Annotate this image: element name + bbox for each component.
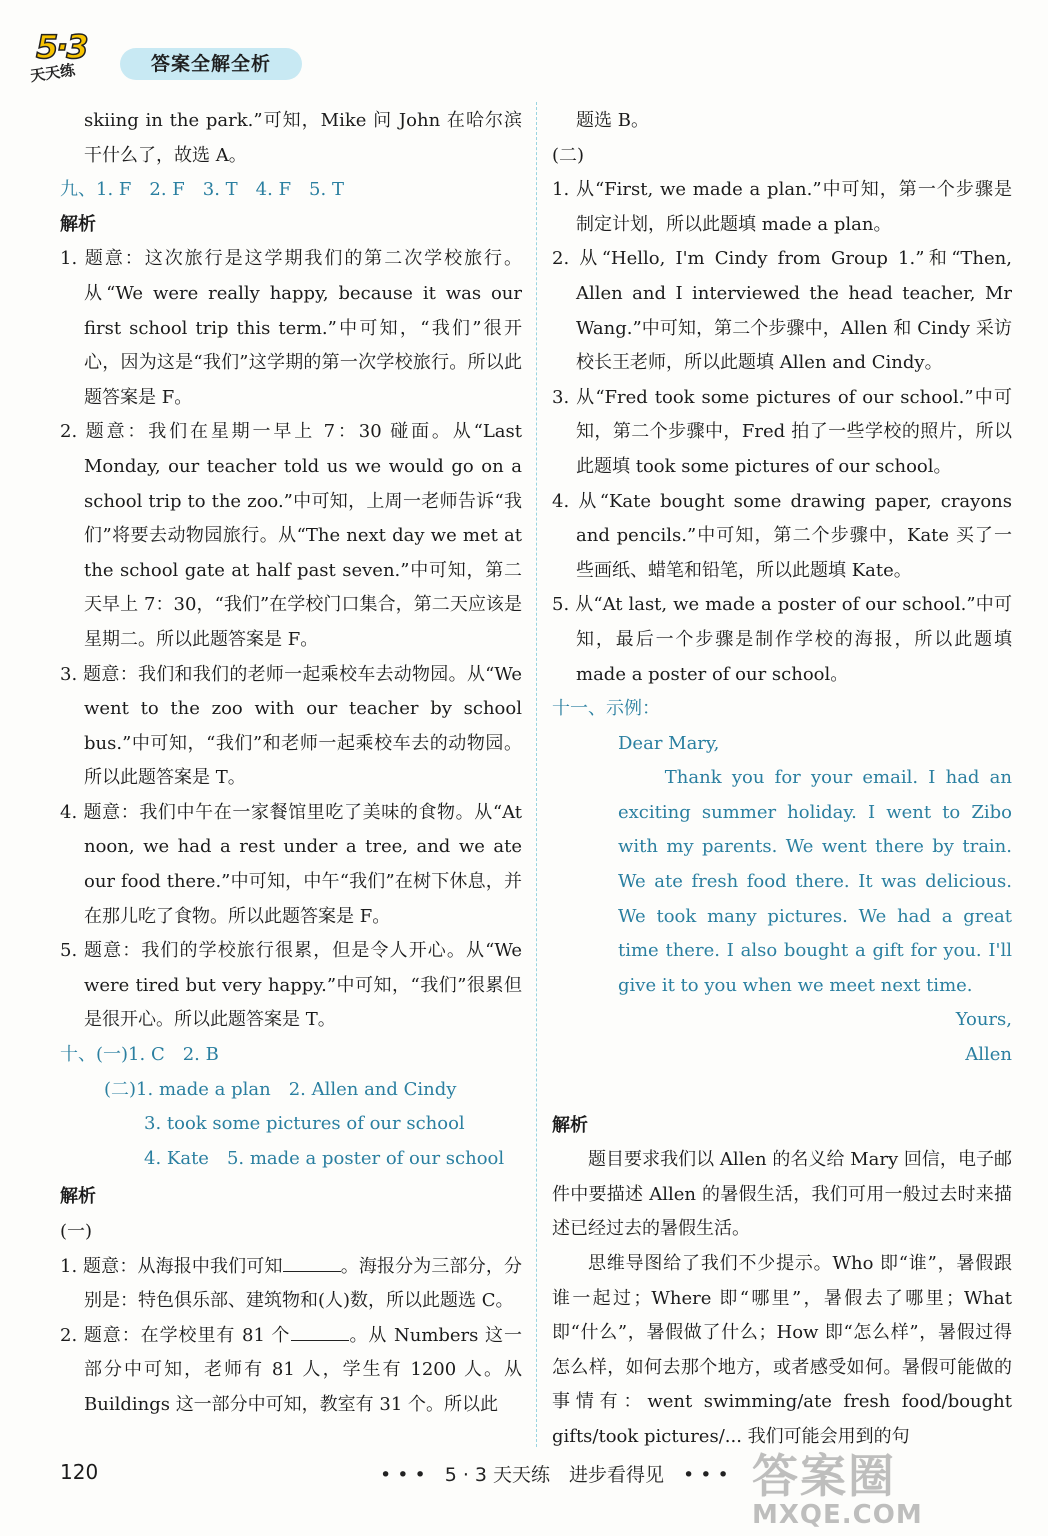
logo-number: 5·3	[36, 28, 87, 66]
page-header	[28, 30, 358, 90]
section-10-answers-line3: 3. took some pictures of our school	[144, 1113, 465, 1135]
answer-blank	[291, 1320, 349, 1341]
question-text: 。从 Numbers 这一部分中可知，老师有 81 人，学生有 1200 人。从 Buildings 这一部分中可知，教室有 31 个。所以此	[84, 1324, 522, 1415]
analysis-item: 4. 从“Kate bought some drawing paper, crayons and pencils.”中可知，第二个步骤中，Kate 买了一些画纸、蜡笔和铅笔，所以此题填 Kate。	[552, 490, 1012, 581]
letter-signature: Allen	[965, 1044, 1012, 1066]
letter-body: Thank you for your email. I had an exciting summer holiday. I went to Zibo with my parents. We went there by train. We ate fresh food there. It was delicious. We took many pictures. We had a great time there. I also bought a gift for you. I'll give it to you when we meet next time.	[618, 767, 1012, 996]
answer-blank	[283, 1251, 341, 1272]
page-number: 120	[60, 1460, 99, 1484]
analysis-item: 3. 从“Fred took some pictures of our school.”中可知，第二个步骤中，Fred 拍了一些学校的照片，所以此题填 took some pictures of our school。	[552, 386, 1012, 477]
analysis-paragraph: 思维导图给了我们不少提示。Who 即“谁”，暑假跟谁一起过；Where 即“哪里”，暑假去了哪里；What 即“什么”，暑假做了什么；How 即“怎么样”，暑假过得怎么样，如何去那个地方，或者感受如何。暑假可能做的事情有：went swimming/ate fresh food/bought gifts/took pictures/... 我们可能会用到的句	[552, 1253, 1012, 1447]
letter-greeting: Dear Mary,	[618, 732, 720, 754]
analysis-item: 3. 题意：我们和我们的老师一起乘校车去动物园。从“We went to the zoo with our teacher by school bus.”中可知，“我们”和老师一起乘校车去的动物园。所以此题答案是 T。	[60, 663, 522, 789]
sample-letter	[552, 727, 1012, 1073]
letter-closing: Yours,	[955, 1009, 1012, 1031]
analysis-heading: 解析	[60, 1186, 96, 1208]
analysis-item	[60, 1250, 522, 1319]
logo-subtitle: 天天练	[29, 60, 77, 86]
analysis-item: 1. 题意：这次旅行是这学期我们的第二次学校旅行。从“We were really happy, because it was our first school trip this term.”中可知，“我们”很开心，因为这是“我们”这学期的第一次学校旅行。所以此题答案是 F。	[60, 248, 522, 408]
header-badge: 答案全解全析	[120, 48, 302, 80]
section-11-heading: 十一、示例：	[552, 698, 660, 720]
section-10-answers: 十、(一)1. C 2. B	[60, 1044, 219, 1066]
column-divider	[536, 102, 537, 1447]
analysis-heading: 解析	[60, 213, 96, 235]
part-label: (二)	[552, 144, 585, 166]
analysis-item: 4. 题意：我们中午在一家餐馆里吃了美味的食物。从“At noon, we had a rest under a tree, and we ate our food there.”中可知，中午“我们”在树下休息，并在那儿吃了食物。所以此题答案是 F。	[60, 801, 522, 927]
analysis-item: 5. 从“At last, we made a poster of our school.”中可知，最后一个步骤是制作学校的海报，所以此题填 made a poster of our school。	[552, 594, 1012, 685]
section-10-answers-line4: 4. Kate 5. made a poster of our school	[144, 1147, 505, 1169]
right-column	[552, 104, 1012, 1455]
site-watermark	[752, 1440, 1012, 1530]
analysis-item: 1. 从“First, we made a plan.”中可知，第一个步骤是制定计划，所以此题填 made a plan。	[552, 179, 1012, 235]
section-10-answers-part2: (二)1. made a plan 2. Allen and Cindy	[104, 1078, 457, 1100]
part-label: (一)	[60, 1221, 93, 1242]
question-text: 1. 题意：从海报中我们可知	[60, 1255, 283, 1277]
analysis-heading: 解析	[552, 1114, 588, 1136]
analysis-item	[60, 1319, 522, 1423]
brand-logo	[28, 30, 108, 88]
continued-text: skiing in the park.”可知，Mike 问 John 在哈尔滨干什么了，故选 A。	[84, 110, 522, 166]
watermark-title: 答案圈	[752, 1449, 896, 1503]
left-column	[60, 104, 522, 1423]
continued-text: 题选 B。	[576, 110, 649, 131]
analysis-paragraph: 题目要求我们以 Allen 的名义给 Mary 回信，电子邮件中要描述 Allen 的暑假生活，我们可用一般过去时来描述已经过去的暑假生活。	[552, 1149, 1012, 1240]
watermark-url: MXQE.COM	[752, 1500, 923, 1530]
question-text: 2. 题意：在学校里有 81 个	[60, 1324, 291, 1346]
section-9-answers: 九、1. F 2. F 3. T 4. F 5. T	[60, 179, 344, 201]
analysis-item: 2. 从“Hello, I'm Cindy from Group 1.”和“Then, Allen and I interviewed the head teacher, Mr Wang.”中可知，第二个步骤中，Allen 和 Cindy 采访校长王老师，所以此题填 Allen and Cindy。	[552, 248, 1012, 374]
footer-slogan: • • • 5 · 3 天天练 进步看得见 • • •	[380, 1464, 729, 1486]
analysis-item: 2. 题意：我们在星期一早上 7：30 碰面。从“Last Monday, our teacher told us we would go on a school trip to the zoo.”中可知，上周一老师告诉“我们”将要去动物园旅行。从“The next day we met at the school gate at half past seven.”中可知，第二天早上 7：30，“我们”在学校门口集合，第二天应该是星期二。所以此题答案是 F。	[60, 421, 522, 650]
analysis-item: 5. 题意：我们的学校旅行很累，但是令人开心。从“We were tired but very happy.”中可知，“我们”很累但是很开心。所以此题答案是 T。	[60, 940, 522, 1031]
question-text: 。海报分为三部分，分别是：特色俱乐部、建筑物和(人)数，所以此题选 C。	[84, 1255, 522, 1312]
